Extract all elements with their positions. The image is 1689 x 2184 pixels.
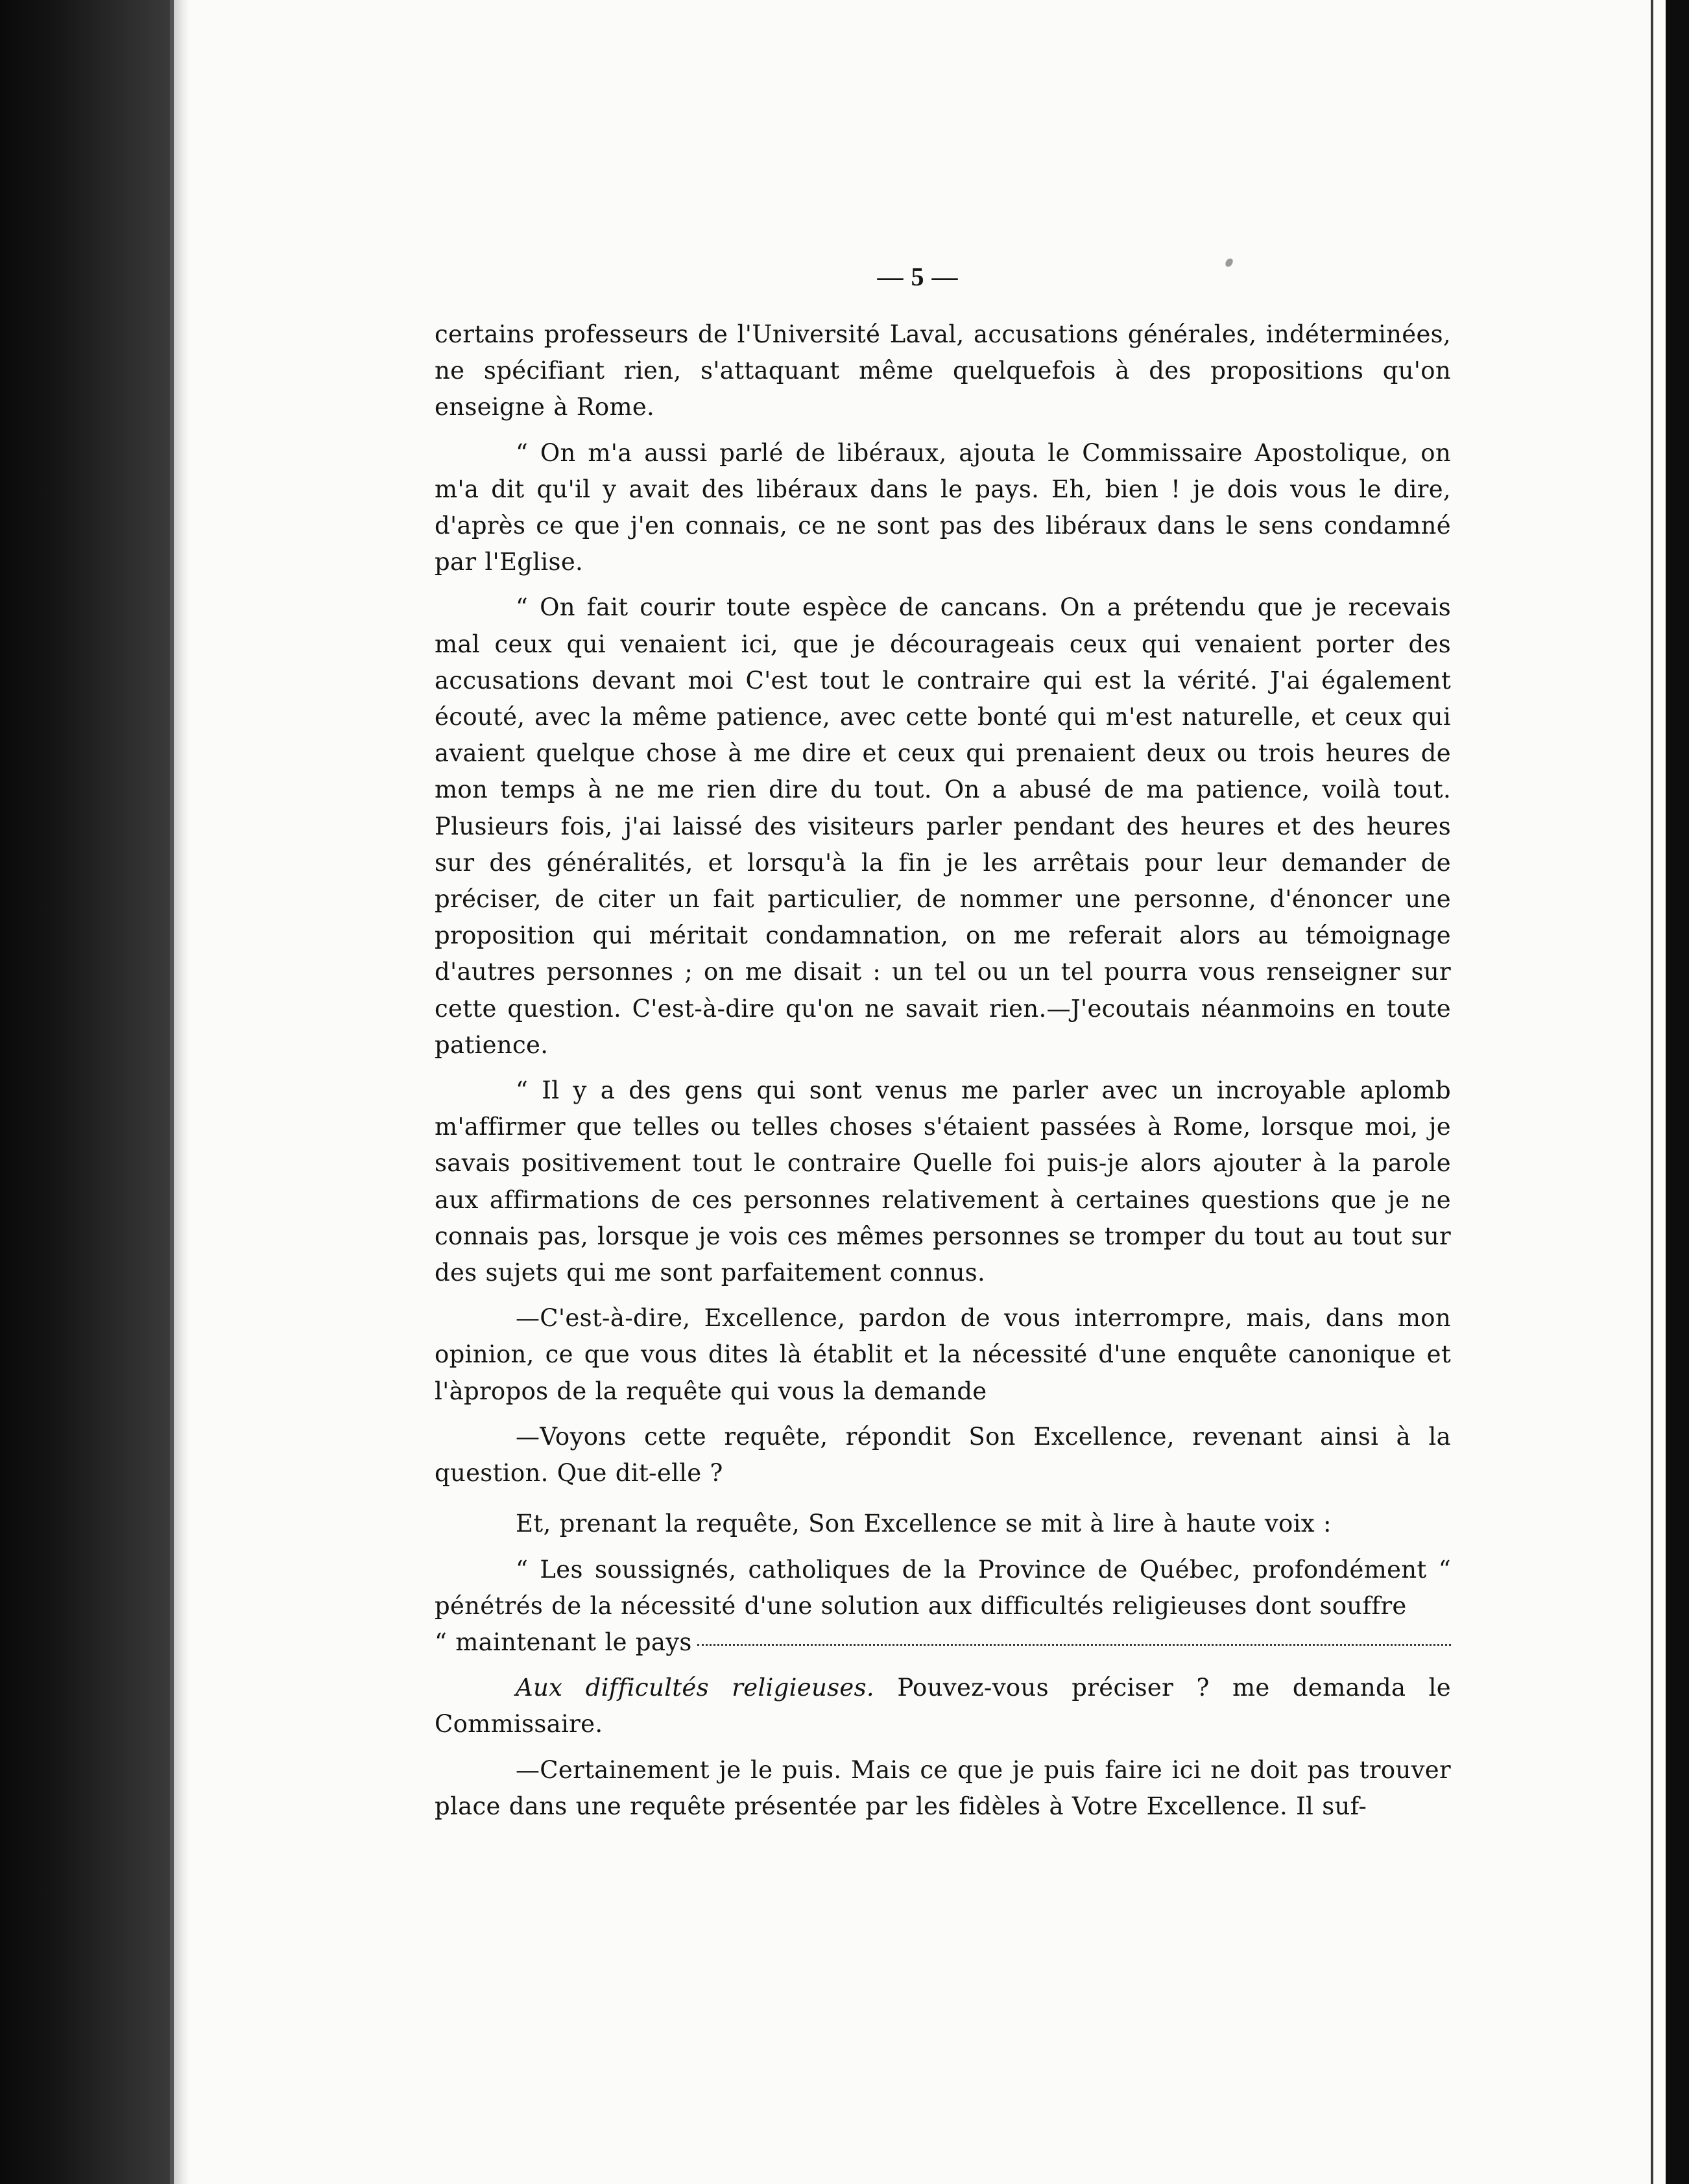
paragraph-continued: certains professeurs de l'Université Laval, accusations générales, indéterminées, ne spécifiant rien, s'attaquant même quelquefois à des propositions qu'on enseigne à Rome. bbox=[435, 320, 1451, 421]
requete-quote-end: “ maintenant le pays bbox=[435, 1628, 692, 1656]
paragraph-aplomb: “ Il y a des gens qui sont venus me parler avec un incroyable aplomb m'affirmer que telles ou telles choses s'étaient passées à Rome, lorsque moi, je savais positivement tout le contraire Quelle foi puis-je alors ajouter à la parole aux affirmations de ces personnes relativement à certaines questions que je ne connais pas, lorsque je vois ces mêmes personnes se tromper du tout au tout sur des sujets qui me sont parfaitement connus. bbox=[435, 1076, 1451, 1287]
paragraph-requete-quote: “ Les soussignés, catholiques de la Province de Québec, profondément “ pénétrés de la nécessité d'une solution aux difficultés religieuses dont souffre bbox=[435, 1555, 1451, 1620]
paragraph-liberaux: “ On m'a aussi parlé de libéraux, ajouta le Commissaire Apostolique, on m'a dit qu'il y avait des libéraux dans le pays. Eh, bien ! je dois vous le dire, d'après ce que j'en connais, ce ne sont pas des libéraux dans le sens condamné par l'Eglise. bbox=[435, 438, 1451, 576]
page-edge-line bbox=[1651, 0, 1653, 2184]
page-number: — 5 — bbox=[877, 262, 959, 291]
italic-phrase: Aux difficultés religieuses. bbox=[516, 1674, 874, 1702]
paragraph-interruption: —C'est-à-dire, Excellence, pardon de vous interrompre, mais, dans mon opinion, ce que vous dites là établit et la nécessité d'une enquête canonique et l'àpropos de la requête qui vous la demande bbox=[435, 1304, 1451, 1405]
question-text: Pouvez-vous préciser ? me demanda le Commissaire. bbox=[435, 1674, 1451, 1739]
body-text bbox=[435, 316, 1451, 1825]
paragraph-cancans: “ On fait courir toute espèce de cancans. On a prétendu que je recevais mal ceux qui venaient ici, que je décourageais ceux qui venaient porter des accusations devant moi C'est tout le contraire qui est la vérité. J'ai également écouté, avec la même patience, avec cette bonté qui m'est naturelle, et ceux qui avaient quelque chose à me dire et ceux qui prenaient deux ou trois heures de mon temps à ne me rien dire du tout. On a abusé de ma patience, voilà tout. Plusieurs fois, j'ai laissé des visiteurs parler pendant des heures et des heures sur des généralités, et lorsqu'à la fin je les arrêtais pour leur demander de préciser, de citer un fait particulier, de nommer une personne, d'énoncer une proposition qui méritait condamnation, on me referait alors au témoignage d'autres personnes ; on me disait : un tel ou un tel pourra vous renseigner sur cette question. C'est-à-dire qu'on ne savait rien.—J'ecoutais néanmoins en toute patience. bbox=[435, 593, 1451, 1059]
dotted-leader bbox=[697, 1644, 1451, 1646]
paragraph-voyons: —Voyons cette requête, répondit Son Excellence, revenant ainsi à la question. Que dit-elle ? bbox=[435, 1422, 1451, 1488]
scan-right-border bbox=[1666, 0, 1689, 2184]
paragraph-certainement: —Certainement je le puis. Mais ce que je puis faire ici ne doit pas trouver place dans une requête présentée par les fidèles à Votre Excellence. Il suf- bbox=[435, 1755, 1451, 1820]
requete-dotted-line bbox=[435, 1624, 1451, 1661]
paragraph-reading: Et, prenant la requête, Son Excellence se mit à lire à haute voix : bbox=[516, 1510, 1332, 1538]
paragraph-commissaire-question bbox=[435, 1670, 1451, 1742]
book-gutter bbox=[0, 0, 170, 2184]
page-binding-shadow bbox=[174, 0, 189, 2184]
